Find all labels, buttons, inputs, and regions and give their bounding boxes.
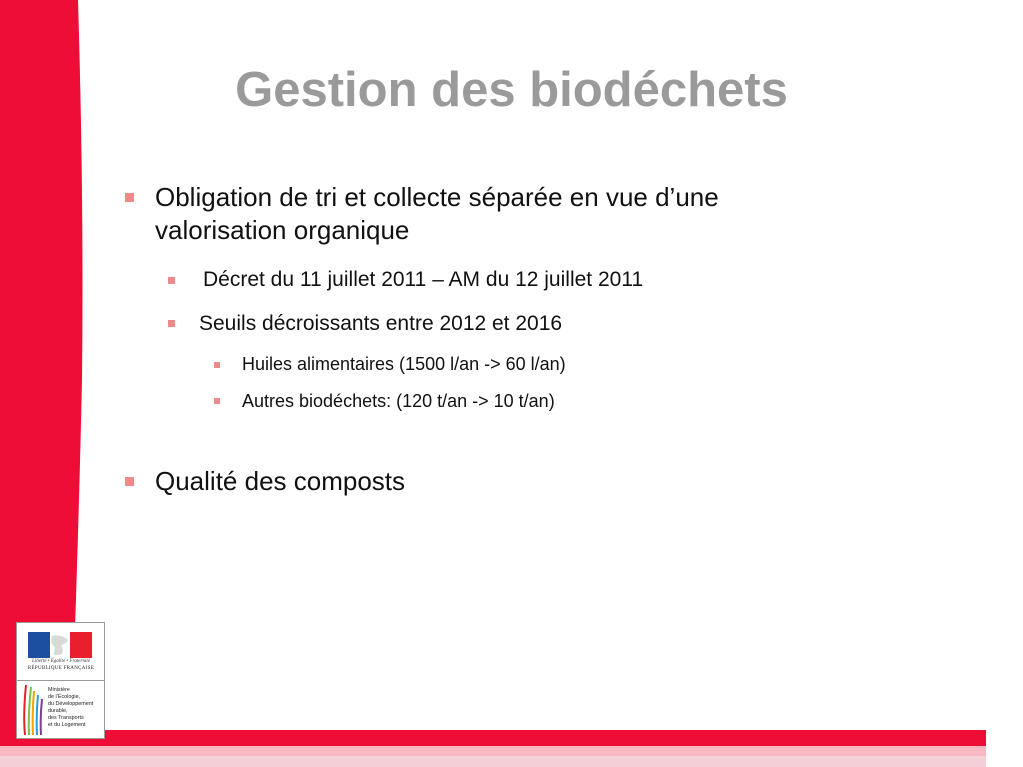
marianne-flag-icon <box>28 632 92 658</box>
square-bullet-icon <box>168 320 175 327</box>
square-bullet-icon <box>168 277 175 284</box>
ministry-name: Ministère de l’Écologie, du Développement durable, des Transports et du Logement <box>48 687 94 728</box>
republique-devise: Liberté • Égalité • Fraternité <box>32 659 90 664</box>
bullet-item: Obligation de tri et collecte séparée en vue d’une <box>155 182 719 212</box>
ministry-stripes-icon <box>22 685 44 735</box>
bullet-item: Huiles alimentaires (1500 l/an -> 60 l/an) <box>242 354 566 374</box>
slide-title: Gestion des biodéchets <box>235 63 788 117</box>
square-bullet-icon <box>125 193 134 202</box>
republique-francaise-label: RÉPUBLIQUE FRANÇAISE <box>27 666 95 671</box>
bullet-item: Autres biodéchets: (120 t/an -> 10 t/an) <box>242 391 555 411</box>
square-bullet-icon <box>214 362 220 368</box>
square-bullet-icon <box>214 398 220 404</box>
bullet-item-continuation: valorisation organique <box>155 215 410 245</box>
square-bullet-icon <box>125 477 134 486</box>
ministry-logo <box>16 622 105 739</box>
bullet-item: Décret du 11 juillet 2011 – AM du 12 juillet 2011 <box>203 268 644 291</box>
bullet-item: Seuils décroissants entre 2012 et 2016 <box>199 312 563 335</box>
republique-francaise-block <box>17 623 104 681</box>
bullet-item: Qualité des composts <box>155 466 406 496</box>
